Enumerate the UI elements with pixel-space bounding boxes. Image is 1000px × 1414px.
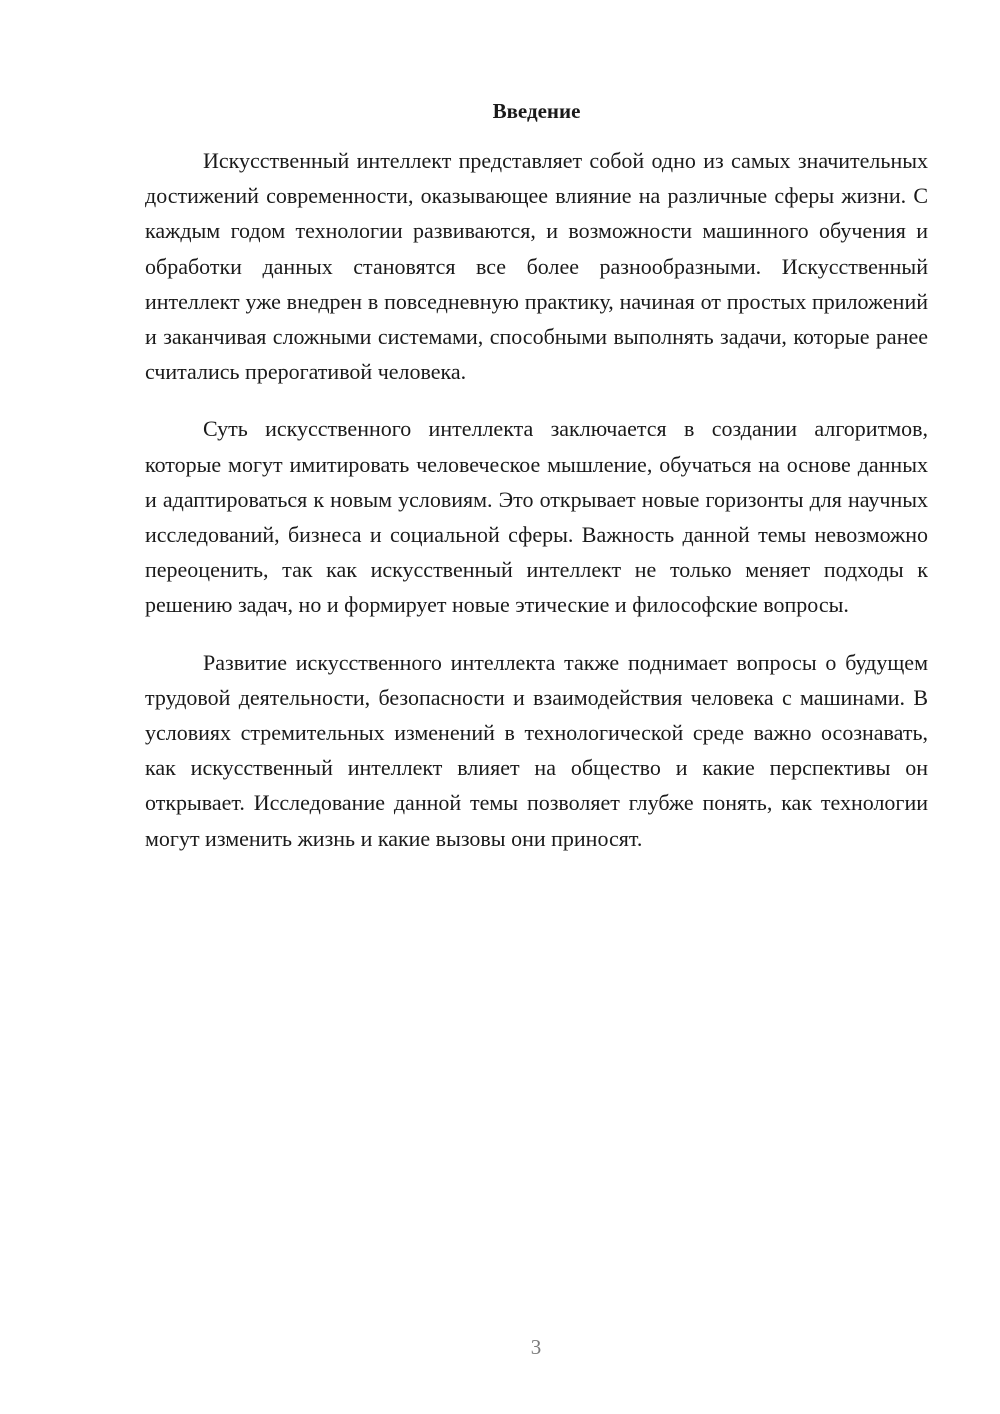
- document-body: [145, 143, 928, 878]
- page-title: Введение: [492, 99, 581, 123]
- paragraph-1: Искусственный интеллект представляет собой одно из самых значительных достижений современности, оказывающее влияние на различные сферы жизни. С каждым годом технологии развиваются, и возможности машинного обучения и обработки данных становятся все более разнообразными. Искусственный интеллект уже внедрен в повседневную практику, начиная от простых приложений и заканчивая сложными системами, способными выполнять задачи, которые ранее считались прерогативой человека.: [145, 148, 928, 385]
- paragraph-2: Суть искусственного интеллекта заключается в создании алгоритмов, которые могут имитировать человеческое мышление, обучаться на основе данных и адаптироваться к новым условиям. Это открывает новые горизонты для научных исследований, бизнеса и социальной сферы. Важность данной темы невозможно переоценить, так как искусственный интеллект не только меняет подходы к решению задач, но и формирует новые этические и философские вопросы.: [145, 416, 928, 618]
- paragraph-3: Развитие искусственного интеллекта также поднимает вопросы о будущем трудовой деятельности, безопасности и взаимодействия человека с машинами. В условиях стремительных изменений в технологической среде важно осознавать, как искусственный интеллект влияет на общество и какие перспективы он открывает. Исследование данной темы позволяет глубже понять, как технологии могут изменить жизнь и какие вызовы они приносят.: [145, 649, 928, 851]
- page-number: 3: [530, 1335, 542, 1359]
